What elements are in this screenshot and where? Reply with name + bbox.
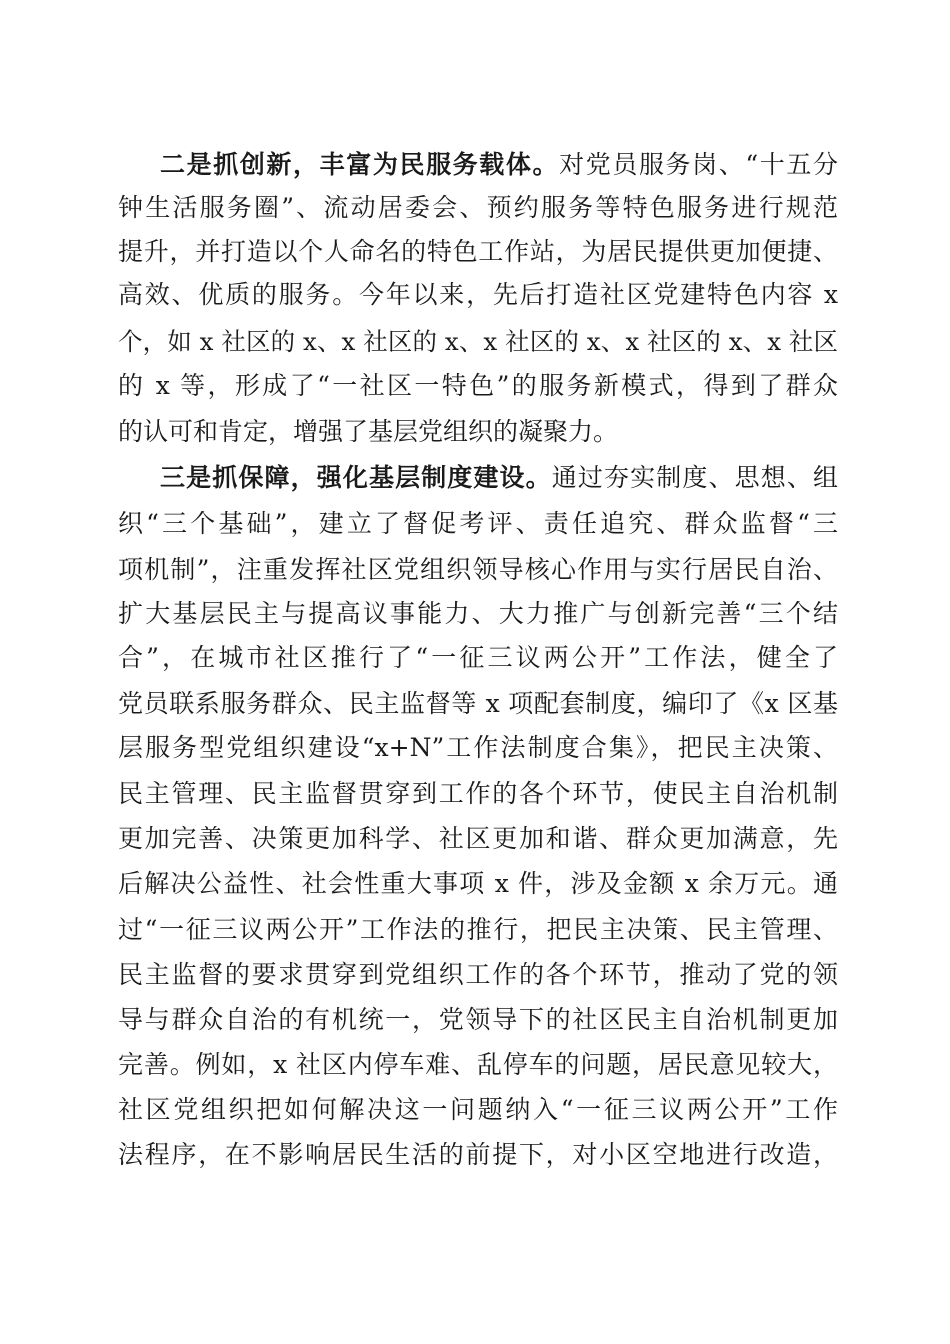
paragraph-3-lead: 三是抓保障，强化基层制度建设。	[160, 463, 552, 492]
paragraph-3-line-14: 完善。例如，x 社区内停车难、乱停车的问题，居民意见较大，	[118, 1050, 838, 1079]
paragraph-3-line-9: 更加完善、决策更加科学、社区更加和谐、群众更加满意，先	[118, 824, 838, 853]
paragraph-3-line-15: 社区党组织把如何解决这一问题纳入“一征三议两公开”工作	[118, 1095, 838, 1124]
paragraph-3-line-6: 党员联系服务群众、民主监督等 x 项配套制度，编印了《x 区基	[118, 689, 838, 718]
paragraph-3-line-12: 民主监督的要求贯穿到党组织工作的各个环节，推动了党的领	[118, 960, 838, 989]
paragraph-2-line-7: 的认可和肯定，增强了基层党组织的凝聚力。	[118, 417, 619, 446]
paragraph-2-line-3: 提升，并打造以个人命名的特色工作站，为居民提供更加便捷、	[118, 237, 838, 266]
paragraph-3-line-13: 导与群众自治的有机统一，党领导下的社区民主自治机制更加	[118, 1005, 838, 1034]
paragraph-2-line-2: 钟生活服务圈”、流动居委会、预约服务等特色服务进行规范	[118, 193, 838, 222]
paragraph-3-line-7: 层服务型党组织建设“x+N”工作法制度合集》，把民主决策、	[118, 733, 838, 762]
paragraph-3-line-8: 民主管理、民主监督贯穿到工作的各个环节，使民主自治机制	[118, 779, 838, 808]
paragraph-3-line-1-text: 通过夯实制度、思想、组	[551, 463, 838, 492]
paragraph-2-line-1-text: 对党员服务岗、“十五分	[559, 150, 838, 179]
paragraph-3-line-11: 过“一征三议两公开”工作法的推行，把民主决策、民主管理、	[118, 915, 838, 944]
paragraph-2-line-1	[160, 143, 838, 187]
paragraph-3-line-10: 后解决公益性、社会性重大事项 x 件，涉及金额 x 余万元。通	[118, 869, 838, 898]
paragraph-2-line-5: 个，如 x 社区的 x、x 社区的 x、x 社区的 x、x 社区的 x、x 社区	[118, 327, 838, 356]
paragraph-3-line-1	[160, 456, 838, 500]
paragraph-3-line-3: 项机制”，注重发挥社区党组织领导核心作用与实行居民自治、	[118, 555, 838, 584]
paragraph-3-line-5: 合”，在城市社区推行了“一征三议两公开”工作法，健全了	[118, 643, 838, 672]
paragraph-2-lead: 二是抓创新，丰富为民服务载体。	[160, 150, 560, 179]
paragraph-3-line-4: 扩大基层民主与提高议事能力、大力推广与创新完善“三个结	[118, 599, 838, 628]
paragraph-2-line-6: 的 x 等，形成了“一社区一特色”的服务新模式，得到了群众	[118, 371, 838, 400]
paragraph-3-line-16: 法程序，在不影响居民生活的前提下，对小区空地进行改造，	[118, 1140, 838, 1169]
paragraph-3-line-2: 织“三个基础”，建立了督促考评、责任追究、群众监督“三	[118, 509, 838, 538]
paragraph-2-line-4: 高效、优质的服务。今年以来，先后打造社区党建特色内容 x	[118, 280, 838, 309]
